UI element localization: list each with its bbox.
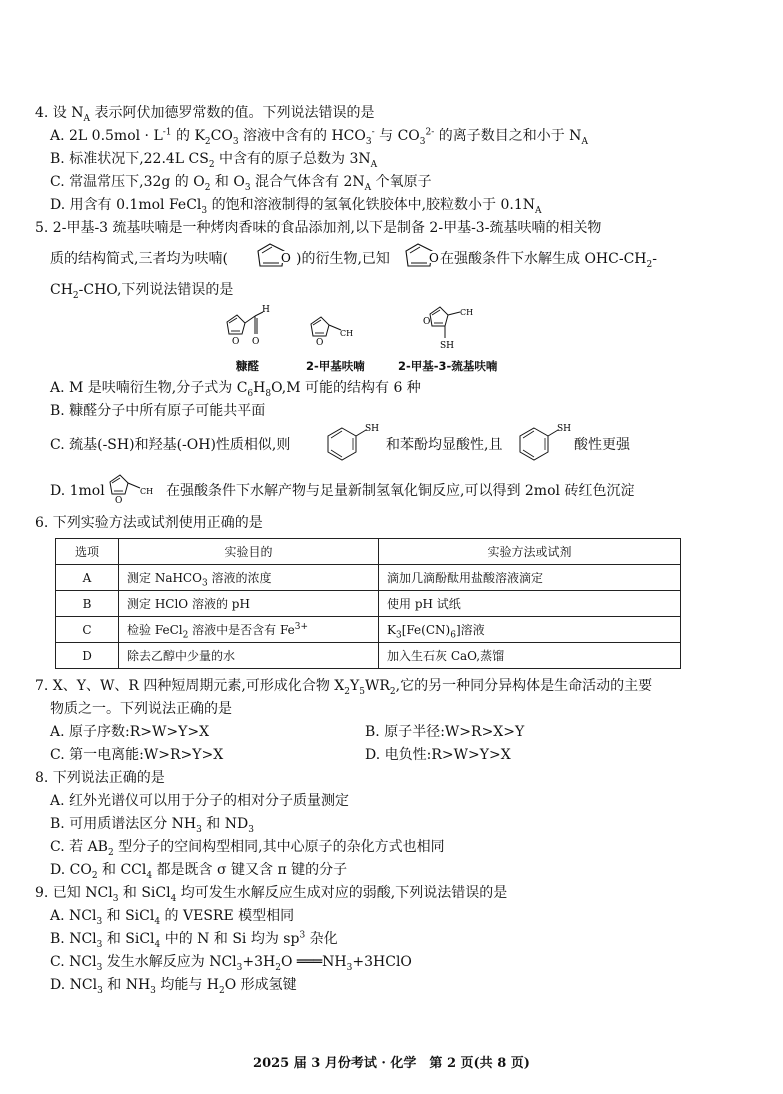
table-header-row xyxy=(56,539,681,565)
q9-stem: 9. 已知 NCl$_3$ 和 SiCl$_4$ 均可发生水解反应生成对应的弱酸,下列说法错误的是 xyxy=(35,885,508,904)
row-b-purpose: 测定 HClO 溶液的 pH xyxy=(119,591,379,617)
q9-option-a: A. NCl$_3$ 和 SiCl$_4$ 的 VESRE 模型相同 xyxy=(50,908,295,927)
mercaptofuran-sh-label: SH xyxy=(440,341,455,351)
row-a-method: 滴加几滴酚酞用盐酸溶液滴定 xyxy=(379,565,681,591)
header-purpose: 实验目的 xyxy=(119,539,379,565)
table-row xyxy=(56,565,681,591)
row-c-option: C xyxy=(56,617,119,643)
q5-option-d-part2: 在强酸条件下水解产物与足量新制氢氧化铜反应,可以得到 2mol 砖红色沉淀 xyxy=(166,483,635,499)
q5-option-b: B. 糠醛分子中所有原子可能共平面 xyxy=(50,403,266,419)
page-footer: 2025 届 3 月份考试 · 化学 第 2 页(共 8 页) xyxy=(253,1056,530,1071)
table-row xyxy=(56,643,681,669)
q7-option-d: D. 电负性:R>W>Y>X xyxy=(365,747,511,763)
row-a-purpose: 测定 NaHCO$_3$ 溶液的浓度 xyxy=(119,565,379,591)
q5-line-3: $CH_2$-CHO,下列说法错误的是 xyxy=(50,282,234,301)
q8-option-a: A. 红外光谱仪可以用于分子的相对分子质量测定 xyxy=(50,793,350,809)
q8-stem: 8. 下列说法正确的是 xyxy=(35,770,165,786)
caption-methylfuran: 2-甲基呋喃 xyxy=(306,359,365,373)
thiophenol-2-sh-label: SH xyxy=(557,424,572,434)
q5-option-c-part1: C. 巯基(-SH)和羟基(-OH)性质相似,则 xyxy=(50,437,291,453)
q4-option-a: A. 2L $0.5mol \cdot L^{-1}$ 的 $K_2CO_3$ 溶液中含有的 $HCO_3^-$ 与 $CO_3^{2-}$ 的离子数目之和小于 $N_A$ xyxy=(50,127,588,147)
methyl-mercaptofuran-structure-icon xyxy=(420,300,490,354)
furan-2-o-label: O xyxy=(429,251,439,265)
q7-option-c: C. 第一电离能:W>R>Y>X xyxy=(50,747,224,763)
q7-line-1: 7. X、Y、W、R 四种短周期元素,可形成化合物 $X_2Y_5WR_2$,它的另一种同分异构体是生命活动的主要 xyxy=(35,678,653,697)
q7-option-b: B. 原子半径:W>R>X>Y xyxy=(365,724,525,740)
thiophenol-structure-2-icon xyxy=(510,420,572,464)
methylfuran-structure-icon xyxy=(305,310,363,350)
furan-o-label: O xyxy=(281,251,291,265)
q9-option-d: D. NCl$_3$ 和 $NH_3$ 均能与 $H_2O$ 形成氢键 xyxy=(50,977,297,996)
q7-line-2: 物质之一。下列说法正确的是 xyxy=(50,701,232,717)
row-d-method: 加入生石灰 CaO,蒸馏 xyxy=(379,643,681,669)
row-b-option: B xyxy=(56,591,119,617)
q4-stem: 4. 设 $N_A$ 表示阿伏加德罗常数的值。下列说法错误的是 xyxy=(35,105,375,124)
q9-option-b: B. NCl$_3$ 和 SiCl$_4$ 中的 N 和 Si 均为 $sp^3$ 杂化 xyxy=(50,930,338,950)
furan-structure-icon xyxy=(252,238,298,278)
q8-option-c: C. 若 $AB_2$ 型分子的空间构型相同,其中心原子的杂化方式也相同 xyxy=(50,839,445,858)
thiophenol-sh-label: SH xyxy=(365,424,380,434)
q5-option-c-part3: 酸性更强 xyxy=(574,437,630,453)
q4-option-b: B. 标准状况下,22.4L $CS_2$ 中含有的原子总数为 $3N_A$ xyxy=(50,151,378,170)
table-row xyxy=(56,617,681,643)
mercaptofuran-ch3-label: CH xyxy=(460,308,474,317)
q4-option-c: C. 常温常压下,32g 的 $O_2$ 和 $O_3$ 混合气体含有 $2N_A$ 个氧原子 xyxy=(50,174,432,193)
q5-line-1: 5. 2-甲基-3 巯基呋喃是一种烤肉香味的食品添加剂,以下是制备 2-甲基-3-巯基呋喃的相关物 xyxy=(35,220,602,236)
furan-structure-2-icon xyxy=(402,238,444,278)
table-row xyxy=(56,591,681,617)
thiophenol-structure-icon xyxy=(318,420,380,464)
q4-option-d: D. 用含有 0.1mol FeCl$_3$ 的饱和溶液制得的氢氧化铁胶体中,胶粒数小于 $0.1N_A$ xyxy=(50,197,542,216)
inline-o-label: O xyxy=(115,496,123,506)
q8-option-d: D. $CO_2$ 和 CCl$_4$ 都是既含 σ 键又含 π 键的分子 xyxy=(50,862,348,881)
q5-option-a: A. M 是呋喃衍生物,分子式为 $C_6H_8O,M$ 可能的结构有 6 种 xyxy=(50,380,421,399)
q6-stem: 6. 下列实验方法或试剂使用正确的是 xyxy=(35,515,263,531)
mercaptofuran-o-label: O xyxy=(423,317,431,327)
q6-table xyxy=(55,538,681,669)
q9-option-c: C. NCl$_3$ 发生水解反应为 $NCl_3+3H_2O$ $═══NH_3+3HClO$ xyxy=(50,954,412,973)
row-b-method: 使用 pH 试纸 xyxy=(379,591,681,617)
methylfuran-ch3-label: CH xyxy=(340,329,354,338)
inline-ch3-label: CH xyxy=(140,487,154,496)
caption-methyl-mercaptofuran: 2-甲基-3-巯基呋喃 xyxy=(398,359,498,373)
furfural-o-label: O xyxy=(252,337,260,347)
furfural-h-label: H xyxy=(262,305,270,315)
furfural-structure-icon xyxy=(215,300,275,352)
row-d-option: D xyxy=(56,643,119,669)
furfural-ring-o-label: O xyxy=(232,337,240,347)
row-a-option: A xyxy=(56,565,119,591)
row-d-purpose: 除去乙醇中少量的水 xyxy=(119,643,379,669)
q5-line-2b: )的衍生物,已知 xyxy=(296,251,390,267)
methylfuran-o-label: O xyxy=(316,338,324,348)
row-c-method: $K_3[Fe(CN)_6]$溶液 xyxy=(379,617,681,643)
caption-furfural: 糠醛 xyxy=(236,359,259,373)
q5-option-c-part2: 和苯酚均显酸性,且 xyxy=(386,437,503,453)
q5-line-2a: 质的结构简式,三者均为呋喃( xyxy=(50,251,228,267)
methylfuran-inline-icon xyxy=(104,470,166,506)
q5-option-d-part1: D. 1mol xyxy=(50,483,105,499)
header-method: 实验方法或试剂 xyxy=(379,539,681,565)
q5-line-2c: 在强酸条件下水解生成 OHC-$CH_2-$ xyxy=(440,251,657,270)
row-c-purpose: 检验 FeCl$_2$ 溶液中是否含有 $Fe^{3+}$ xyxy=(119,617,379,643)
q8-option-b: B. 可用质谱法区分 $NH_3$ 和 $ND_3$ xyxy=(50,816,254,835)
header-option: 选项 xyxy=(56,539,119,565)
q7-option-a: A. 原子序数:R>W>Y>X xyxy=(50,724,210,740)
